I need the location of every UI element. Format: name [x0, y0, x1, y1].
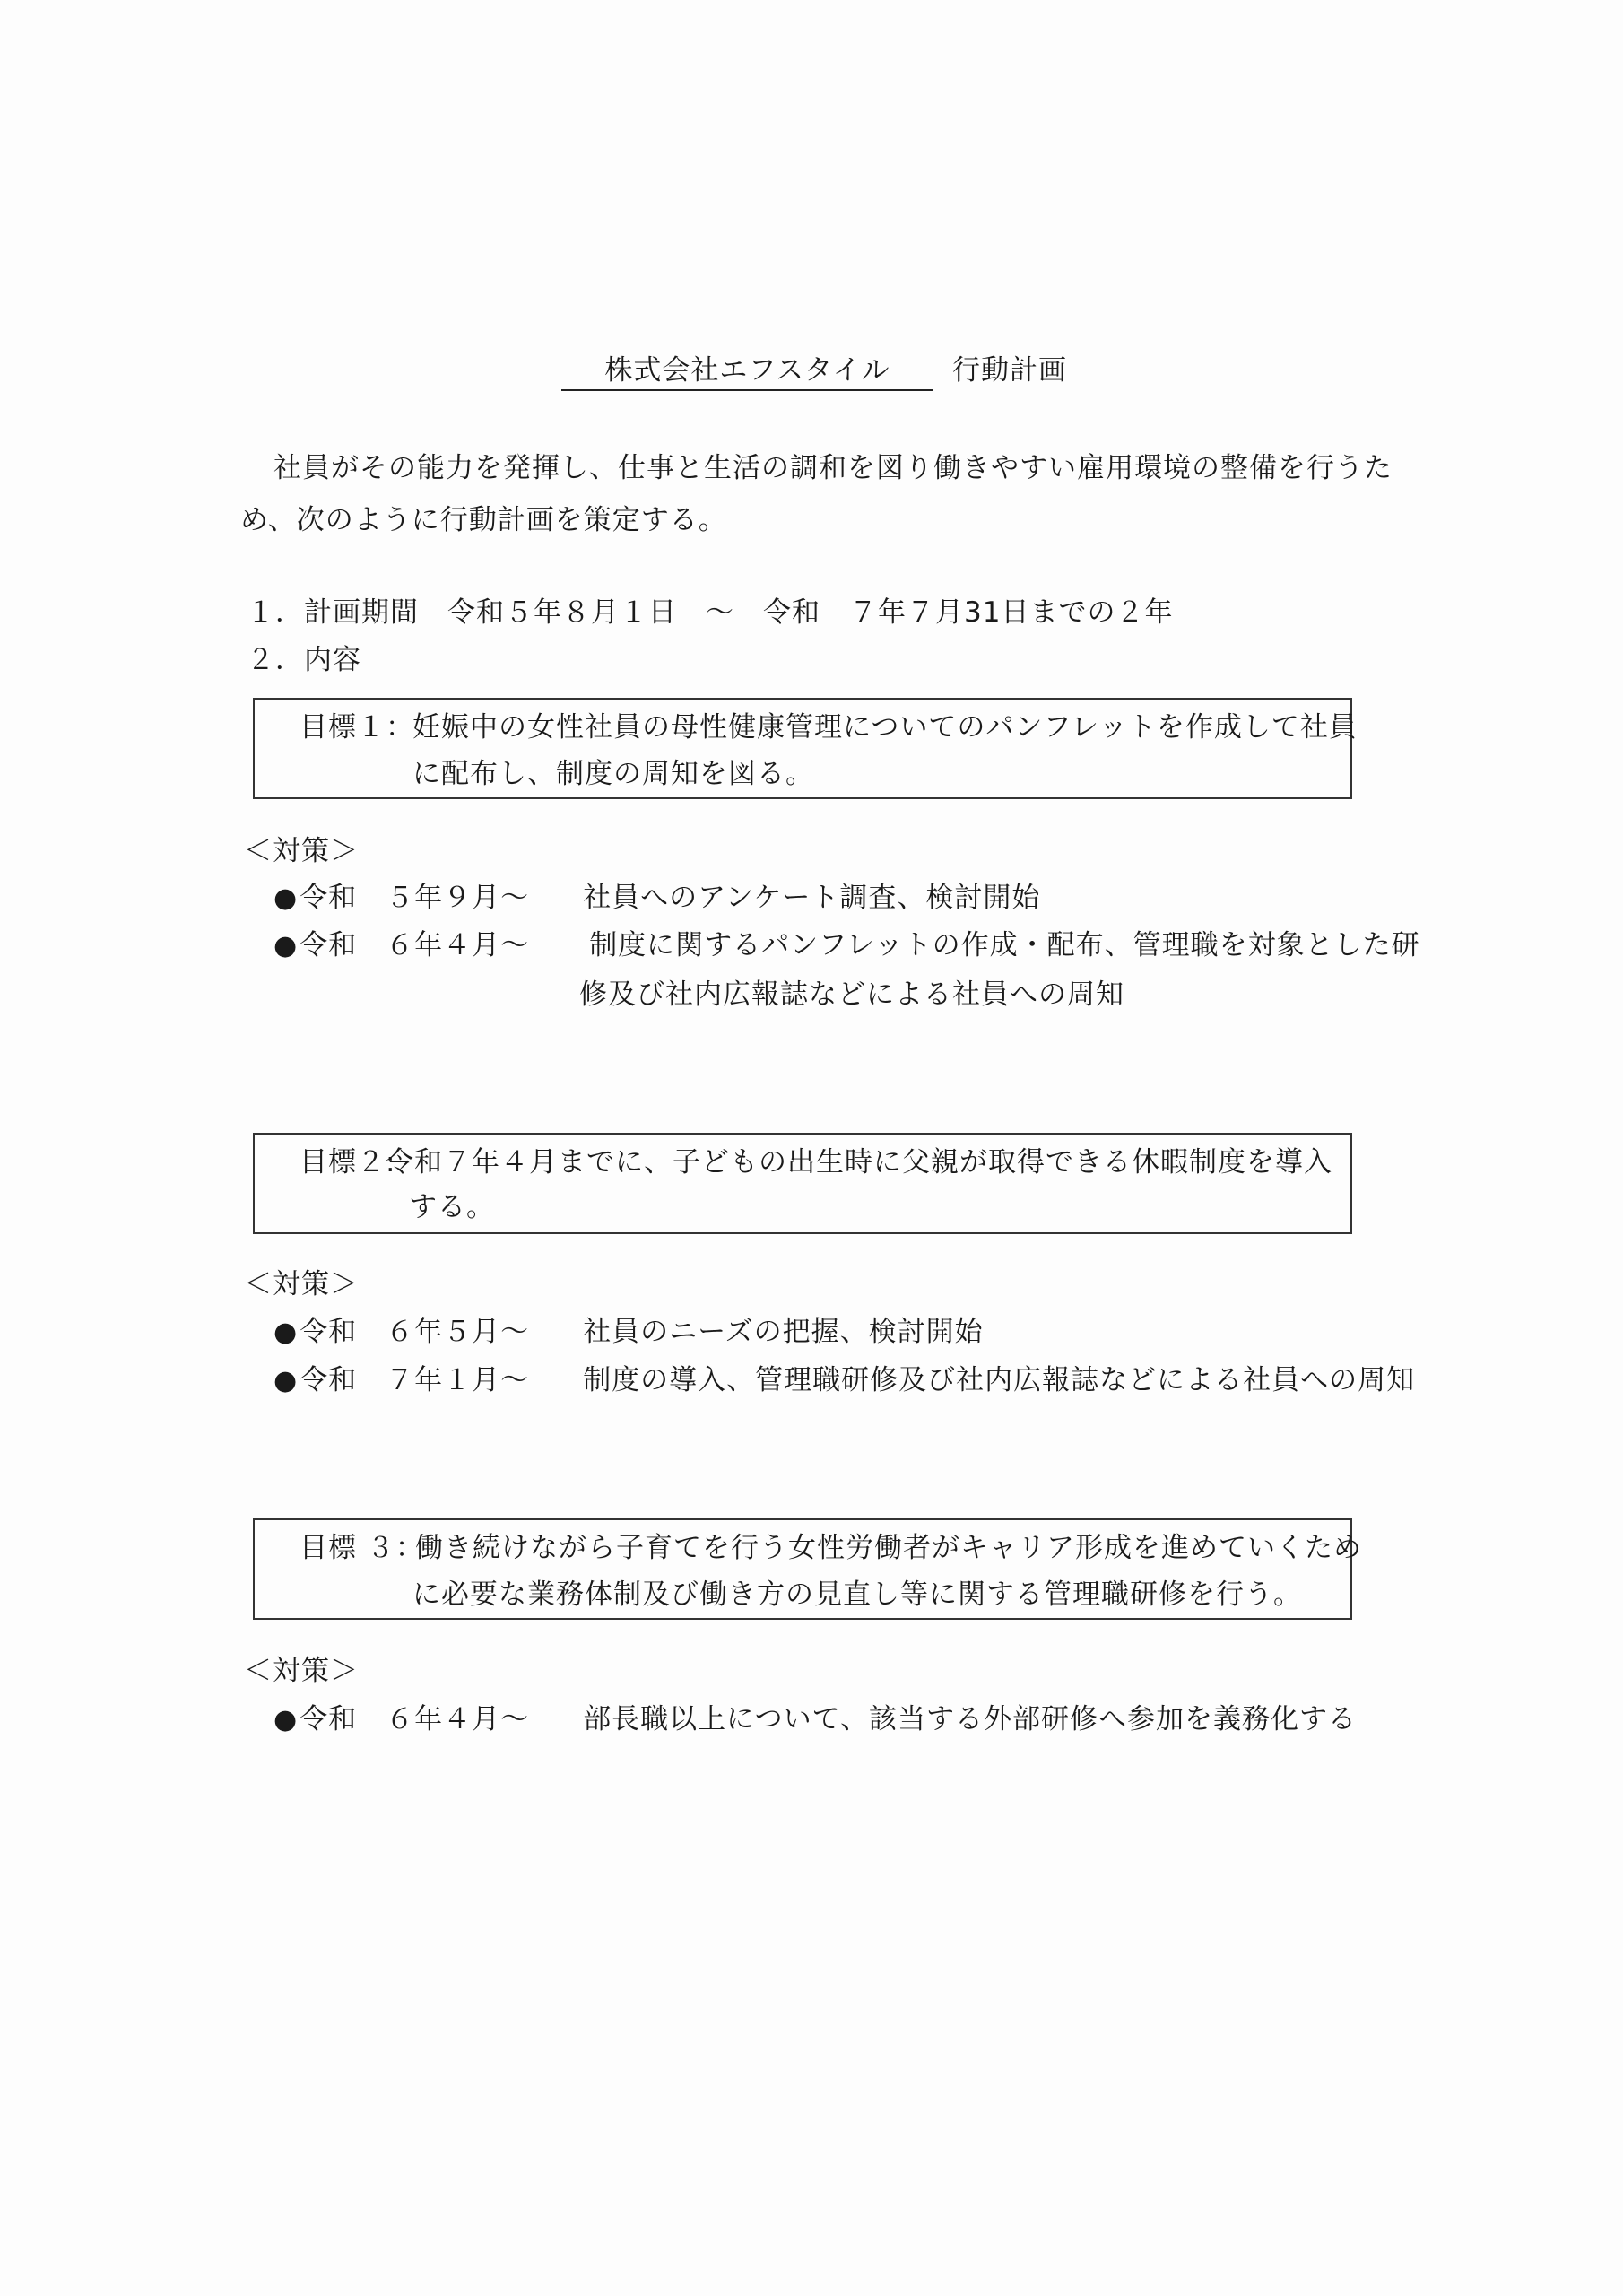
bullet-icon: ● — [273, 1317, 299, 1348]
intro-line-1: 社員がその能力を発揮し、仕事と生活の調和を図り働きやすい雇用環境の整備を行うた — [273, 452, 1393, 484]
bullet-icon: ● — [273, 930, 299, 961]
document-title-suffix: 行動計画 — [952, 354, 1067, 387]
section-plan-period: １．計画期間 令和５年８月１日 ～ 令和 ７年７月31日までの２年 — [247, 596, 1174, 629]
bullet-icon: ● — [273, 1365, 299, 1396]
intro-line-2: め、次のように行動計画を策定する。 — [240, 504, 727, 536]
measure-date: 令和 ６年５月～ — [299, 1316, 530, 1348]
bullet-icon: ● — [273, 883, 299, 914]
measure-date: 令和 ６年４月～ — [299, 1703, 530, 1735]
goal-3-label: 目標 ３： — [299, 1532, 424, 1564]
goal-2-measure-1 — [273, 1314, 984, 1351]
goal-3-line-2: に必要な業務体制及び働き方の見直し等に関する管理職研修を行う。 — [412, 1578, 1302, 1611]
measure-text: 社員のニーズの把握、検討開始 — [583, 1316, 984, 1348]
goal-2-label: 目標２: — [299, 1146, 396, 1178]
goal-2-line-2: する。 — [409, 1191, 495, 1223]
goal-1-line-1: 妊娠中の女性社員の母性健康管理についてのパンフレットを作成して社員 — [412, 711, 1358, 744]
goal-3-line-1: 働き続けながら子育てを行う女性労働者がキャリア形成を進めていくため — [415, 1532, 1362, 1564]
goal-2-measure-2 — [273, 1362, 1415, 1399]
document-title-company: 株式会社エフスタイル — [561, 352, 933, 391]
goal-1-measure-1 — [273, 880, 1040, 917]
goal-1-measures-heading: ＜対策＞ — [244, 835, 359, 867]
goal-1-measure-2 — [273, 927, 1420, 964]
measure-text: 制度の導入、管理職研修及び社内広報誌などによる社員への周知 — [583, 1364, 1416, 1396]
measure-date: 令和 ７年１月～ — [299, 1364, 530, 1396]
goal-1-label: 目標１： — [299, 711, 414, 744]
goal-1-line-2: に配布し、制度の周知を図る。 — [412, 758, 814, 790]
goal-1-measure-2-continued: 修及び社内広報誌などによる社員への周知 — [579, 978, 1124, 1011]
goal-2-line-1: 令和７年４月までに、子どもの出生時に父親が取得できる休暇制度を導入 — [386, 1146, 1332, 1178]
measure-text: 社員へのアンケート調査、検討開始 — [583, 882, 1041, 914]
goal-3-measures-heading: ＜対策＞ — [244, 1655, 359, 1687]
measure-date: 令和 ５年９月～ — [299, 882, 530, 914]
goal-3-measure-1 — [273, 1701, 1357, 1738]
measure-text: 部長職以上について、該当する外部研修へ参加を義務化する — [583, 1703, 1357, 1735]
bullet-icon: ● — [273, 1704, 299, 1735]
measure-text: 制度に関するパンフレットの作成・配布、管理職を対象とした研 — [589, 929, 1420, 961]
goal-2-measures-heading: ＜対策＞ — [244, 1268, 359, 1300]
section-contents: ２．内容 — [247, 644, 361, 676]
measure-date: 令和 ６年４月～ — [299, 929, 530, 961]
